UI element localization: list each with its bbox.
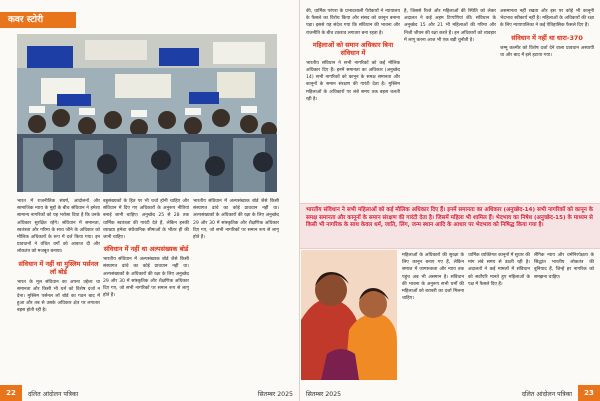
- right-footer: [300, 385, 600, 401]
- left-column-2: [103, 198, 189, 384]
- women-illustration: [301, 250, 397, 380]
- subheading: महिलाओं को समान अधिकार बिना संविधान में: [312, 40, 394, 57]
- page-number: 22: [0, 385, 22, 401]
- subheading: संविधान में नहीं था अल्पसंख्यक बोर्ड: [103, 245, 189, 254]
- body-paragraph: है, जिससे रिश्ते और महिलाओं की स्थिति को लेकर अदालत ने कई अहम टिप्पणियां कीं। संविधान के अनुच्छेद 15 और 21 भी महिलाओं की गरिमा और निजी जीवन की रक्षा करते हैं। इन अधिकारों को व्यवहार में लागू करना आज भी एक बड़ी चुनौती है।: [404, 9, 496, 43]
- body-paragraph: असमानता नहीं रखता और इस पर कोई भी कानूनी भेदभाव स्वीकार्य नहीं है। महिलाओं के अधिकारों की रक्षा के लिए न्यायपालिका ने कई ऐतिहासिक फैसले दिए हैं।: [500, 9, 594, 29]
- right-column-6: [534, 252, 594, 382]
- magazine-title: दलित आंदोलन पत्रिका: [521, 390, 572, 398]
- body-paragraph: भारतीय संविधान में अल्पसंख्यक बोर्ड जैसे किसी संस्थागत ढांचे का कोई प्रावधान नहीं था। अल्पसंख्यकों के अधिकारों की रक्षा के लिए अनुच्छेद 29 और 30 में सांस्कृतिक और शैक्षणिक अधिकार दिए गए, जो सभी नागरिकों पर समान रूप से लागू होते हैं।: [193, 199, 279, 241]
- right-column-1: [306, 8, 400, 200]
- pull-quote: भारतीय संविधान ने सभी महिलाओं को कई मौलिक अधिकार दिए हैं। इनमें समानता का अधिकार (अनुच्छेद-14) सभी नागरिकों को कानून के समक्ष समानता और कानूनों के समान संरक्षण की गारंटी देता है। जिसमें महिला भी शामिल हैं। भेदभाव का निषेध (अनुच्छेद-15) के माध्यम से किसी भी नागरिक के साथ केवल धर्म, जाति, लिंग, जन्म स्थान आदि के आधार पर भेदभाव को निषिद्ध किया गया है।: [300, 203, 600, 249]
- body-paragraph: भारत में राजनीतिक संघर्ष, आंदोलनों और सामाजिक न्याय के मुद्दों के बीच संविधान ने हमेशा सामान्य नागरिकों को यह भरोसा दिया है कि उनके अधिकार सुरक्षित रहेंगे। संविधान में समानता, स्वतंत्रता और गरिमा के साथ जीने के अधिकार को मौलिक अधिकारों के रूप में दर्ज किया गया। इन प्रावधानों ने वंचित वर्गों को आवाज दी और लोकतंत्र को मजबूत बनाया।: [17, 199, 100, 255]
- body-paragraph: बहुसंख्यकों के हित पर भी चर्चा होनी चाहिए और संविधान में दिए गए अधिकारों के अनुरूप नीतियां बनाई जानी चाहिए। अनुच्छेद 25 से 28 तक धार्मिक स्वतंत्रता की गारंटी देते हैं, लेकिन इनकी व्याख्या हमेशा संवैधानिक सीमाओं के भीतर ही की जानी चाहिए।: [103, 199, 189, 241]
- body-paragraph: धार्मिक व्यक्तिगत कानूनों में सुधार की मांग लंबे समय से उठती रही है। अदालतों ने कई मामलों में संविधान को सर्वोपरि मानते हुए महिलाओं के पक्ष में फैसले दिए हैं।: [468, 253, 530, 287]
- body-paragraph: भारतीय संविधान में अल्पसंख्यक बोर्ड जैसे किसी संस्थागत ढांचे का कोई प्रावधान नहीं था। अल्पसंख्यकों के अधिकारों की रक्षा के लिए अनुच्छेद 29 और 30 में सांस्कृतिक और शैक्षणिक अधिकार दिए गए, जो सभी नागरिकों पर समान रूप से लागू होते हैं।: [103, 257, 189, 299]
- right-column-2: [404, 8, 496, 200]
- body-paragraph: लैंगिक न्याय और धर्मनिरपेक्षता के सिद्धांत भारतीय लोकतंत्र की बुनियाद हैं, जिन्हें हर नागरिक को समझना चाहिए।: [534, 253, 594, 280]
- body-paragraph: की, धार्मिक परंपरा के प्रभावशाली पैरोकारों ने न्यायालय के फैसले का विरोध किया और संसद को कानून बनाना पड़ा। इससे यह संदेश गया कि संविधान की भावना और राजनीति के बीच टकराव लगातार बना रहता है।: [306, 9, 400, 36]
- right-column-5: [468, 252, 530, 382]
- subheading: संविधान में नहीं था धारा-370: [511, 33, 583, 42]
- right-column-4: [402, 252, 464, 382]
- magazine-title: दलित आंदोलन पत्रिका: [28, 390, 79, 398]
- section-tag: कवर स्टोरी: [0, 12, 76, 28]
- protest-photo: [17, 34, 277, 192]
- body-paragraph: महिलाओं के अधिकारों की सुरक्षा के लिए कानून बनाए गए हैं, लेकिन समाज में जागरूकता और न्याय तक पहुंच अब भी असमान है। संविधान की भावना के अनुरूप सभी धर्मों की महिलाओं को बराबरी का दर्जा मिलना चाहिए।: [402, 253, 464, 302]
- page-number: 23: [578, 385, 600, 401]
- right-column-3: [500, 8, 594, 200]
- body-paragraph: भारतीय संविधान ने सभी नागरिकों को कई मौलिक अधिकार दिए हैं। इनमें समानता का अधिकार (अनुच्छेद 14) सभी नागरिकों को कानून के समक्ष समानता और कानूनों के समान संरक्षण की गारंटी देता है। मुस्लिम महिलाओं के अधिकारों पर लंबे समय तक बहस चलती रही है।: [306, 60, 400, 102]
- body-paragraph: भारत के मूल संविधान का अपना उद्देश्य था समानता और किसी भी धर्म को विशेष दर्जा न देना। मुस्लिम पर्सनल लॉ बोर्ड का गठन बाद में हुआ और तब से उसके अधिकार क्षेत्र पर लगातार बहस होती रही है।: [17, 279, 100, 314]
- left-column-3: [193, 198, 279, 384]
- issue-date: सितम्बर 2025: [306, 390, 342, 398]
- body-paragraph: जम्मू कश्मीर को विशेष दर्जा देने वाला प्रावधान अस्थायी था और बाद में इसे हटाया गया।: [500, 45, 594, 58]
- left-column-1: [17, 198, 100, 384]
- subheading: संविधान में नहीं था मुस्लिम पर्सनल लॉ बोर्ड: [18, 259, 99, 276]
- left-footer: [0, 385, 299, 401]
- issue-date: सितम्बर 2025: [257, 390, 293, 398]
